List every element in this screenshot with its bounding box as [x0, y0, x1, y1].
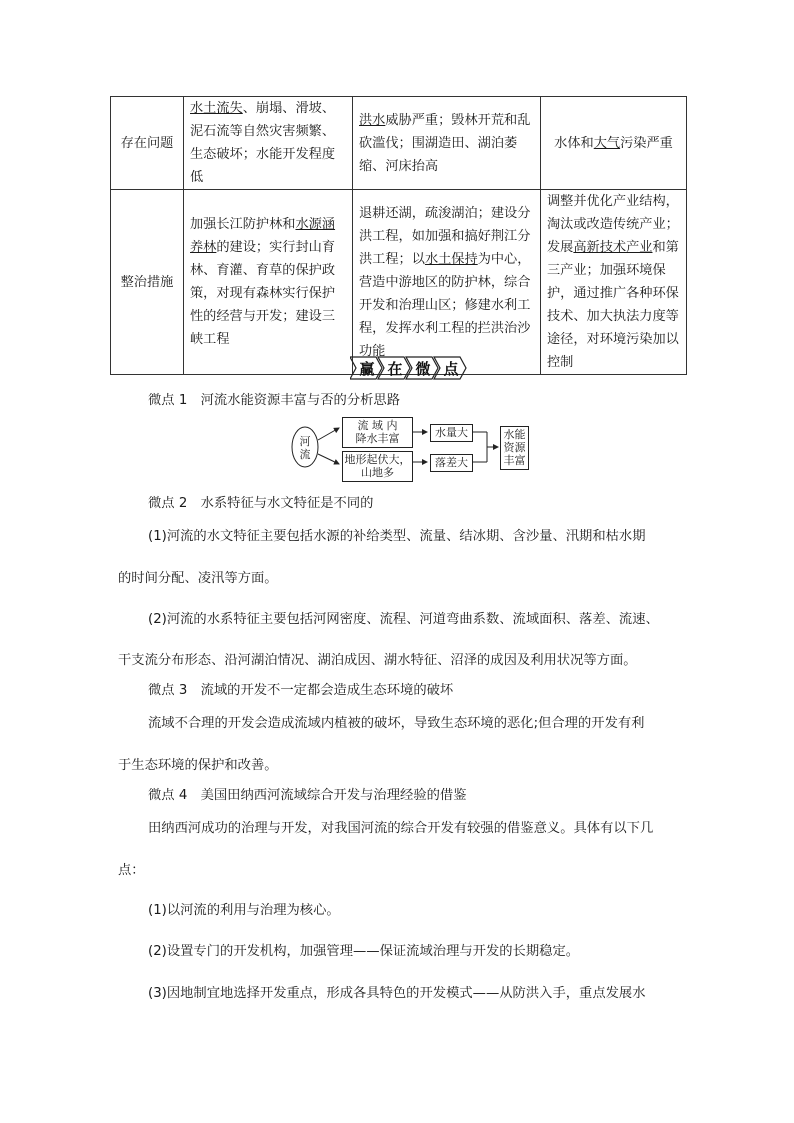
cell-text: 和第三产业；加强环境保护，通过推广各种环保技术、加大执法力度等途径，对环境污染加以控制	[547, 240, 679, 370]
cell-text: 大气	[593, 135, 621, 151]
cell-text: 水土流失	[190, 101, 243, 116]
flow-text: 降水丰富	[355, 432, 400, 445]
flow-text: 丰富	[503, 454, 526, 467]
flow-box-water-volume: 水量大	[430, 424, 473, 442]
flow-box-terrain	[342, 451, 413, 482]
cell-text: 退耕还湖，疏浚湖泊；建设分洪工程，如加强和搞好荆江分洪工程；以	[359, 205, 531, 267]
table-row	[111, 190, 687, 375]
cell-text: 加强长江防护林和	[190, 217, 296, 232]
paragraph-line: (2)河流的水系特征主要包括河网密度、流程、河道弯曲系数、流域面积、落差、流速、	[148, 612, 659, 627]
banner-char: 点	[443, 360, 459, 378]
paragraph-line: 于生态环境的保护和改善。	[118, 758, 278, 773]
cell-text: 的建设；实行封山育林、育灌、育草的保护政策，对现有森林实行保护性的经营与开发；建设三峡工程	[190, 240, 336, 347]
flow-box-drop: 落差大	[430, 454, 473, 472]
flow-box-precipitation	[342, 417, 413, 448]
flow-river-label: 河流	[299, 435, 311, 461]
paragraph-line: 的时间分配、凌汛等方面。	[118, 571, 278, 586]
paragraph-line: 干支流分布形态、沿河湖泊情况、湖泊成因、湖水特征、沼泽的成因及利用状况等方面。	[118, 653, 637, 668]
cell-text: 高新技术产业	[573, 240, 653, 255]
list-item: (1)以河流的利用与治理为核心。	[148, 903, 340, 918]
list-item: (3)因地制宜地选择开发重点，形成各具特色的开发模式——从防洪入手，重点发展水	[148, 986, 646, 1001]
cell-text: 水体和	[554, 135, 594, 151]
section-banner	[350, 356, 468, 380]
point-3-title: 微点 3 流域的开发不一定都会造成生态环境的破坏	[148, 683, 454, 698]
paragraph-line: (1)河流的水文特征主要包括水源的补给类型、流量、结冰期、含沙量、汛期和枯水期	[148, 529, 646, 544]
cell-text: 水土保持	[424, 251, 478, 267]
table-cell	[184, 97, 353, 190]
table-cell	[353, 190, 541, 375]
flow-text: 山地多	[361, 466, 394, 479]
row-header: 整治措施	[111, 190, 184, 375]
table-cell	[541, 97, 687, 190]
cell-text: 污染严重	[620, 135, 673, 151]
banner-char: 微	[415, 360, 431, 378]
table-cell	[184, 190, 353, 375]
table-cell	[541, 190, 687, 375]
cell-text: 洪水	[359, 112, 386, 128]
cell-text: 调整并优化产业结构，淘汰或改造传统产业；发展	[547, 194, 679, 255]
row-header: 存在问题	[111, 97, 184, 190]
table-row	[111, 97, 687, 190]
cell-text: 威胁严重；毁林开荒和乱砍滥伐；围湖造田、湖泊萎缩、河床抬高	[359, 112, 531, 174]
point-2-title: 微点 2 水系特征与水文特征是不同的	[148, 496, 374, 511]
comparison-table	[110, 96, 687, 375]
flow-text: 地形起伏大，	[344, 453, 411, 466]
cell-text: 为中心，营造中游地区的防护林，综合开发和治理山区；修建水利工程，发挥水利工程的拦洪治沙功能	[359, 251, 531, 359]
banner-char: 在	[387, 360, 403, 378]
banner-char: 赢	[359, 360, 375, 378]
cell-text: 、崩塌、滑坡、泥石流等自然灾害频繁、生态破坏；水能开发程度低	[190, 101, 336, 185]
flow-text: 水能	[503, 428, 526, 441]
paragraph-line: 点：	[118, 863, 145, 878]
paragraph-line: 流域不合理的开发会造成流域内植被的破坏，导致生态环境的恶化;但合理的开发有利	[148, 716, 645, 731]
table-cell	[353, 97, 541, 190]
flow-box-result	[500, 426, 529, 470]
point-4-title: 微点 4 美国田纳西河流域综合开发与治理经验的借鉴	[148, 788, 467, 803]
point-1-title: 微点 1 河流水能资源丰富与否的分析思路	[148, 393, 401, 408]
flow-text: 资源	[503, 441, 526, 454]
list-item: (2)设置专门的开发机构，加强管理——保证流域治理与开发的长期稳定。	[148, 944, 580, 959]
cell-text: 水源涵养林	[190, 217, 336, 255]
flow-text: 流 域 内	[357, 419, 398, 432]
flow-diagram	[291, 414, 541, 480]
paragraph-line: 田纳西河成功的治理与开发，对我国河流的综合开发有较强的借鉴意义。具体有以下几	[148, 821, 654, 836]
